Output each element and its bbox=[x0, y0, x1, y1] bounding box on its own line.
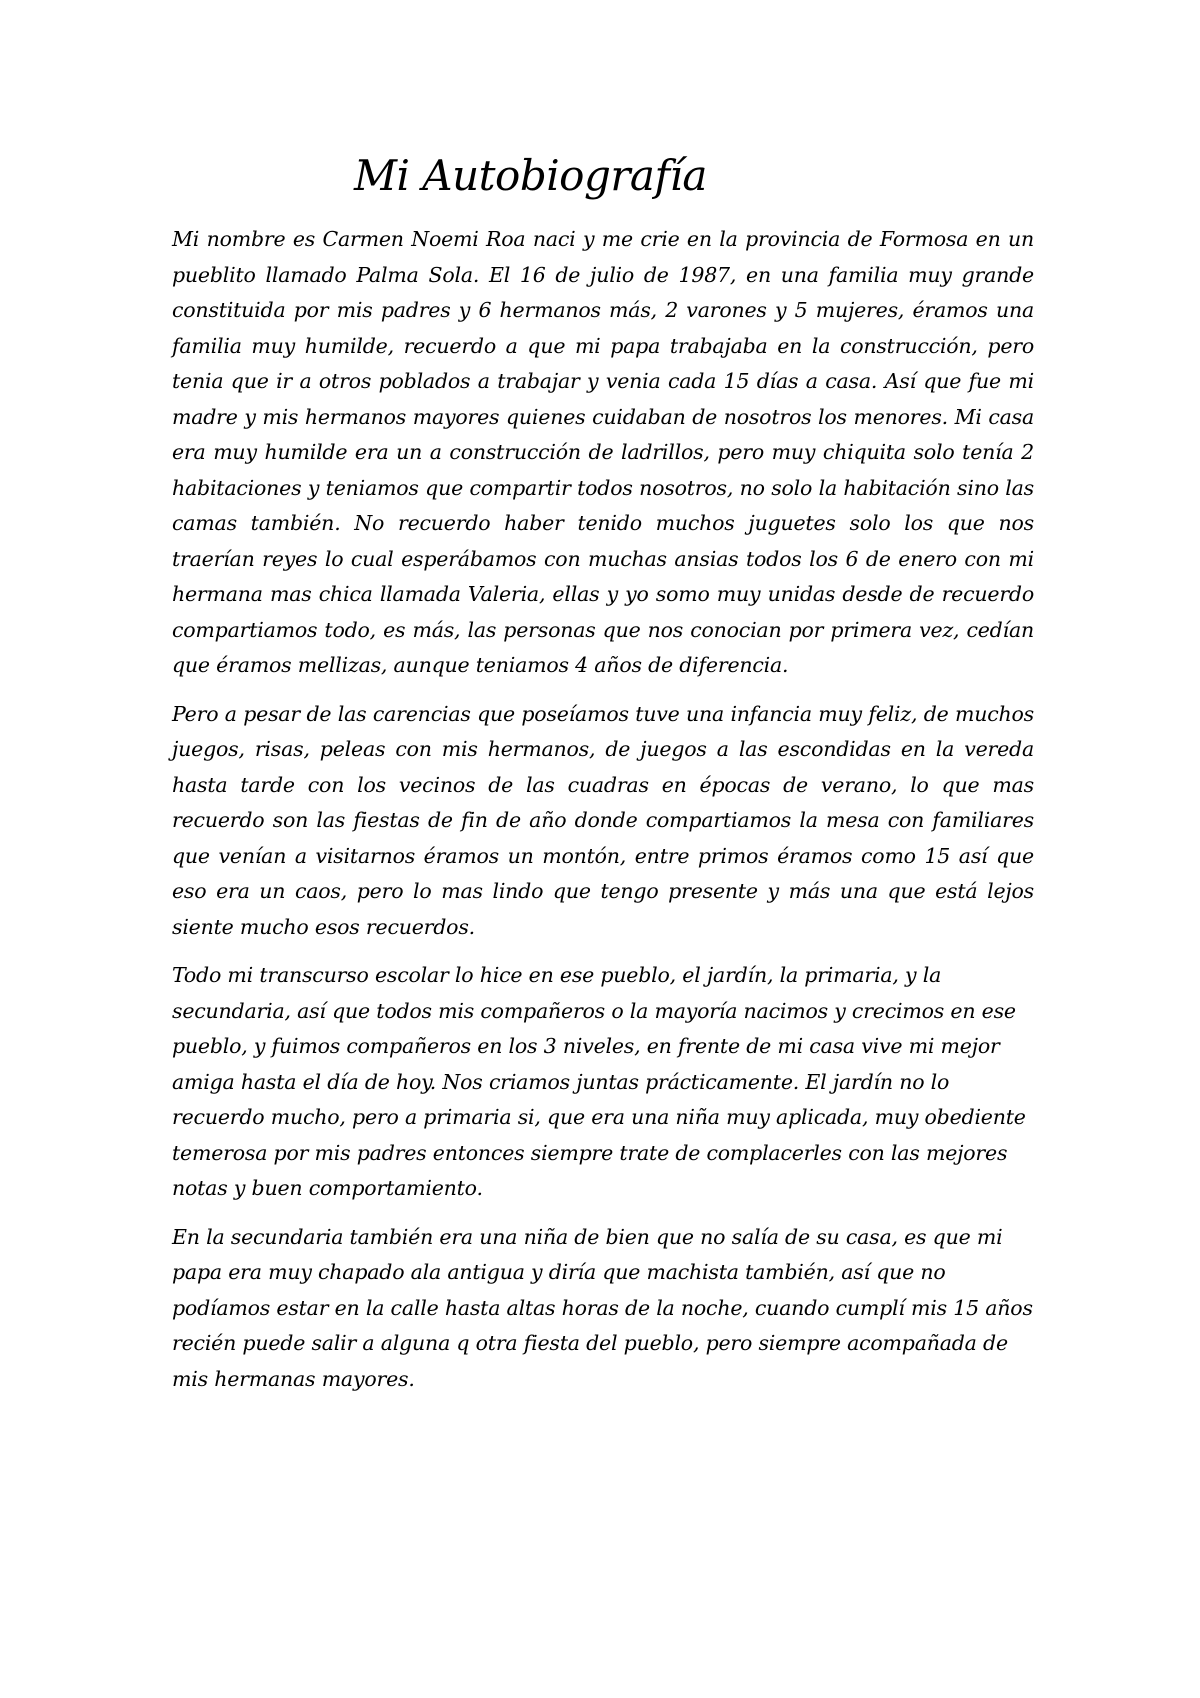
document-body bbox=[172, 222, 1034, 1410]
page-title: Mi Autobiografía bbox=[354, 151, 707, 200]
paragraph-4: En la secundaria también era una niña de bien que no salía de su casa, es que mi papa era muy chapado ala antigua y diría que machista también, así que no podíamos estar en la calle hasta altas horas de la noche, cuando cumplí mis 15 años recién puede salir a alguna q otra fiesta del pueblo, pero siempre acompañada de mis hermanas mayores. bbox=[172, 1224, 1033, 1391]
paragraph-3: Todo mi transcurso escolar lo hice en ese pueblo, el jardín, la primaria, y la secundaria, así que todos mis compañeros o la mayoría nacimos y crecimos en ese pueblo, y fuimos compañeros en los 3 niveles, en frente de mi casa vive mi mejor amiga hasta el día de hoy. Nos criamos juntas prácticamente. El jardín no lo recuerdo mucho, pero a primaria si, que era una niña muy aplicada, muy obediente temerosa por mis padres entonces siempre trate de complacerles con las mejores notas y buen comportamiento. bbox=[172, 963, 1026, 1200]
paragraph-2: Pero a pesar de las carencias que poseíamos tuve una infancia muy feliz, de muchos juegos, risas, peleas con mis hermanos, de juegos a las escondidas en la vereda hasta tarde con los vecinos de las cuadras en épocas de verano, lo que mas recuerdo son las fiestas de fin de año donde compartiamos la mesa con familiares que venían a visitarnos éramos un montón, entre primos éramos como 15 así que eso era un caos, pero lo mas lindo que tengo presente y más una que está lejos siente mucho esos recuerdos. bbox=[172, 701, 1034, 939]
paragraph-1: Mi nombre es Carmen Noemi Roa naci y me crie en la provincia de Formosa en un pueblito llamado Palma Sola. El 16 de julio de 1987, en una familia muy grande constituida por mis padres y 6 hermanos más, 2 varones y 5 mujeres, éramos una familia muy humilde, recuerdo a que mi papa trabajaba en la construcción, pero tenia que ir a otros poblados a trabajar y venia cada 15 días a casa. Así que fue mi madre y mis hermanos mayores quienes cuidaban de nosotros los menores. Mi casa era muy humilde era un a construcción de ladrillos, pero muy chiquita solo tenía 2 habitaciones y teniamos que compartir todos nosotros, no solo la habitación sino las camas también. No recuerdo haber tenido muchos juguetes solo los que nos traerían reyes lo cual esperábamos con muchas ansias todos los 6 de enero con mi hermana mas chica llamada Valeria, ellas y yo somo muy unidas desde de recuerdo compartiamos todo, es más, las personas que nos conocian por primera vez, cedían que éramos mellizas, aunque teniamos 4 años de diferencia. bbox=[172, 227, 1034, 677]
